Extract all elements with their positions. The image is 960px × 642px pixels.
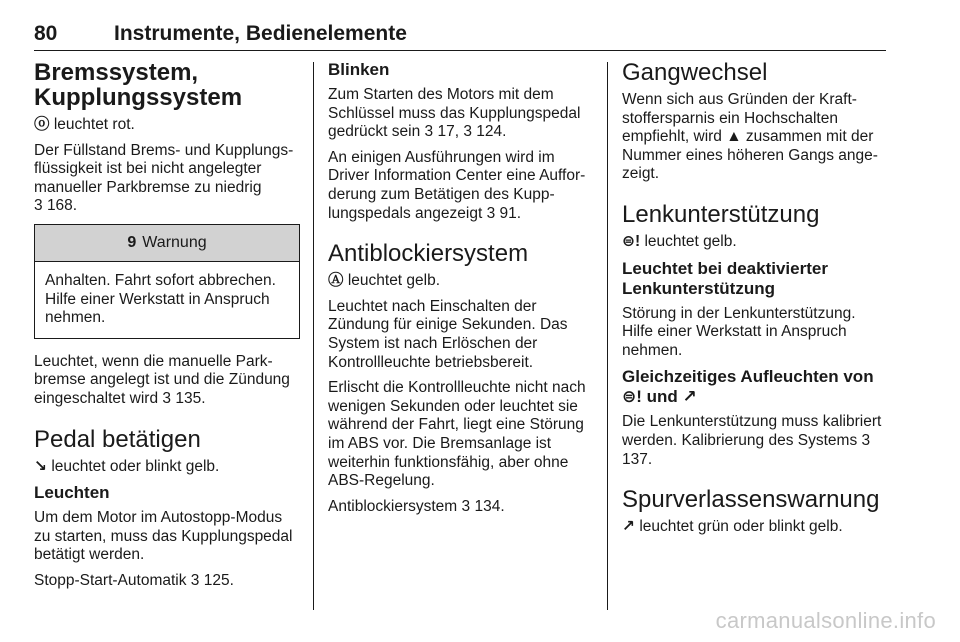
page-ref-arrow-icon: 3 — [861, 431, 871, 449]
paragraph: Leuchtet, wenn die manuelle Parkbremse angelegt ist und die Zündung eingeschaltet wird 3 135. — [34, 352, 290, 407]
paragraph: Der Füllstand Brems- und Kupplungsflüssigkeit ist bei nicht angelegter manueller Parkbremse zu niedrig 3 168. — [34, 141, 294, 215]
page-number: 80 — [34, 22, 58, 45]
warning-box — [34, 224, 300, 339]
column-2 — [328, 60, 594, 523]
page-title: Instrumente, Bedienelemente — [114, 22, 407, 45]
page-ref-arrow-icon: 3 — [424, 123, 434, 141]
column-1 — [34, 60, 300, 598]
page-ref[interactable]: 125. — [203, 571, 234, 589]
paragraph: Wenn sich aus Gründen der Kraftstoffersparnis ein Hochschalten empfiehlt, wird ▲ zusammen mit der Nummer eines höheren Gangs angezeigt. — [622, 91, 878, 183]
page-ref[interactable]: 168. — [46, 197, 78, 215]
heading-gangwechsel: Gangwechsel — [622, 59, 768, 86]
page-ref-arrow-icon: 3 — [486, 204, 496, 222]
warning-triangle-icon: 9 — [127, 233, 137, 251]
heading-blinken: Blinken — [328, 60, 390, 79]
warning-body: Anhalten. Fahrt sofort abbrechen. Hilfe einer Werkstatt in Anspruch nehmen. — [45, 271, 276, 327]
paragraph: Zum Starten des Motors mit dem Schlüssel muss das Kupplungspedal gedrückt sein 3 17, 3 124. — [328, 86, 581, 141]
paragraph: Leuchtet nach Einschalten der Zündung für einige Sekunden. Das System ist nach Erlöschen der Kontrollleuchte betriebsbereit. — [328, 297, 568, 371]
page-ref[interactable]: 17, — [437, 123, 460, 141]
heading-pedal: Pedal betätigen — [34, 425, 201, 453]
page-header — [34, 20, 886, 51]
page-ref-arrow-icon: 3 — [463, 123, 472, 141]
abs-light-line: Ⓐ leuchtet gelb. — [328, 272, 441, 290]
heading-gleichzeitig: Gleichzeitiges Aufleuchten von ⊜! und ↗ — [622, 367, 874, 407]
paragraph: Stopp-Start-Automatik 3 125. — [34, 571, 234, 589]
paragraph: Um dem Motor im Autostopp-Modus zu starten, muss das Kupplungspedal betätigt werden. — [34, 509, 293, 564]
paragraph: Störung in der Lenkunterstützung. Hilfe einer Werkstatt in Anspruch nehmen. — [622, 304, 856, 359]
clutch-pedal-icon: ↘ — [34, 457, 47, 475]
heading-leuchten: Leuchten — [34, 483, 110, 503]
warning-title: Warnung — [142, 233, 207, 251]
paragraph: Die Lenkunterstützung muss kalibriert werden. Kalibrierung des Systems 3 137. — [622, 413, 882, 468]
heading-spurverlassen: Spurverlassenswarnung — [622, 486, 880, 514]
gear-up-icon: ▲ — [726, 128, 742, 146]
paragraph: An einigen Ausführungen wird im Driver Information Center eine Aufforderung zum Betätigen des Kupplungspedals angezeigt 3 91. — [328, 148, 586, 222]
column-divider — [313, 62, 314, 610]
paragraph: Erlischt die Kontrollleuchte nicht nach wenigen Sekunden oder leuchtet sie während der Fahrt, liegt eine Störung im ABS vor. Die Bremsanlage ist weiterhin funktionsfähig, aber ohne ABS-Regelung. — [328, 379, 586, 490]
lane-light-line: ↗ leuchtet grün oder blinkt gelb. — [622, 518, 843, 536]
steering-light-line: ⊜! leuchtet gelb. — [622, 232, 737, 250]
abs-icon: Ⓐ — [328, 272, 344, 290]
heading-lenkunterstuetzung: Lenkunterstützung — [622, 200, 820, 228]
page-ref[interactable]: 134. — [474, 497, 505, 515]
watermark: carmanualsonline.info — [715, 608, 936, 633]
page-ref[interactable]: 124. — [476, 123, 507, 141]
page-ref-arrow-icon: 3 — [34, 197, 43, 215]
lane-departure-icon: ↗ — [682, 387, 697, 407]
lane-departure-icon: ↗ — [622, 518, 635, 536]
page-ref-arrow-icon: 3 — [162, 389, 172, 407]
page-ref[interactable]: 91. — [499, 204, 522, 222]
page-ref[interactable]: 137. — [622, 450, 653, 468]
steering-warning-icon: ⊜! — [622, 387, 642, 407]
heading-deaktiviert: Leuchtet bei deaktivierter Lenkunterstützung — [622, 258, 828, 298]
pedal-light-line: ↘ leuchtet oder blinkt gelb. — [34, 457, 220, 475]
page-ref-arrow-icon: 3 — [461, 497, 471, 515]
warning-header — [35, 225, 299, 262]
page-ref-arrow-icon: 3 — [190, 571, 200, 589]
page-ref[interactable]: 135. — [175, 389, 206, 407]
heading-brake-system: Bremssystem, Kupplungssystem — [34, 59, 243, 111]
brake-warning-icon: ⓞ — [34, 116, 50, 133]
column-divider — [607, 62, 608, 610]
column-3 — [622, 60, 888, 544]
brake-light-line: ⓞ leuchtet rot. — [34, 116, 135, 133]
heading-abs: Antiblockiersystem — [328, 240, 529, 268]
steering-warning-icon: ⊜! — [622, 232, 641, 250]
paragraph: Antiblockiersystem 3 134. — [328, 497, 505, 515]
